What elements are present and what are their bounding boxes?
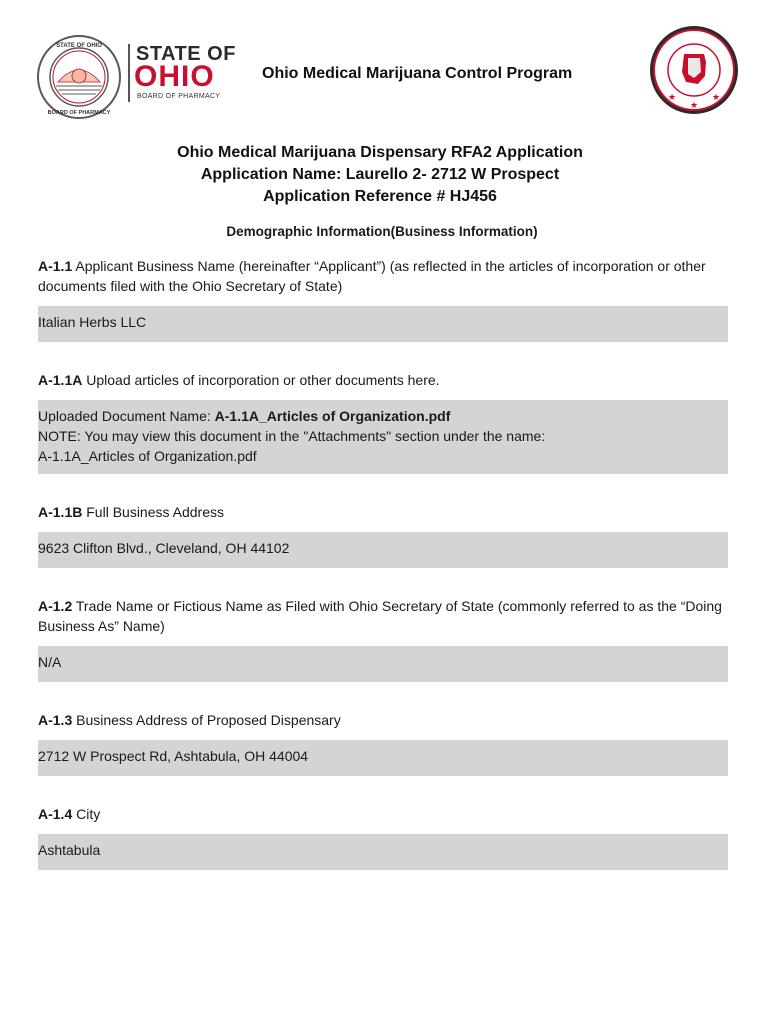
answer-text: Italian Herbs LLC [38, 314, 147, 330]
answer-text: Ashtabula [38, 842, 101, 858]
question-id: A-1.1A [38, 372, 83, 388]
svg-text:★: ★ [690, 100, 699, 110]
question-label: Upload articles of incorporation or other documents here. [86, 372, 440, 388]
question-a-1-1 [38, 256, 728, 296]
application-reference: Application Reference # HJ456 [263, 188, 497, 205]
svg-text:★: ★ [668, 92, 677, 102]
question-a-1-1b [38, 502, 728, 522]
logo-state-of: STATE OF [136, 43, 236, 65]
attachment-note-file: A-1.1A_Articles of Organization.pdf [38, 448, 257, 464]
question-label: Business Address of Proposed Dispensary [76, 712, 341, 728]
question-a-1-1a [38, 370, 728, 390]
application-name: Application Name: Laurello 2- 2712 W Prospect [200, 166, 560, 183]
answer-a-1-1 [38, 306, 728, 342]
answer-a-1-1b [38, 532, 728, 568]
answer-a-1-4 [38, 834, 728, 870]
answer-a-1-1a [38, 400, 728, 474]
ommcp-seal-icon [648, 24, 740, 116]
answer-a-1-2 [38, 646, 728, 682]
answer-a-1-3 [38, 740, 728, 776]
question-id: A-1.4 [38, 806, 73, 822]
question-label: Applicant Business Name (hereinafter “Applicant”) (as reflected in the articles of incorporation or other documents filed with the Ohio Secretary of State) [38, 258, 706, 294]
svg-text:★: ★ [712, 92, 721, 102]
question-id: A-1.1B [38, 504, 83, 520]
attachment-note: NOTE: You may view this document in the "Attachments" section under the name: [38, 428, 546, 444]
answer-text: 2712 W Prospect Rd, Ashtabula, OH 44004 [38, 748, 309, 764]
page-header [0, 0, 770, 130]
question-id: A-1.1 [38, 258, 73, 274]
question-a-1-2 [38, 596, 728, 636]
question-label: Full Business Address [86, 504, 224, 520]
question-id: A-1.3 [38, 712, 73, 728]
svg-text:BOARD OF PHARMACY: BOARD OF PHARMACY [47, 110, 111, 116]
question-label: Trade Name or Fictious Name as Filed with Ohio Secretary of State (commonly referred to as the “Doing Business As” Name) [38, 598, 722, 634]
logo-divider [128, 44, 130, 102]
answer-text: N/A [38, 654, 62, 670]
ohio-pharmacy-seal-icon [36, 34, 122, 120]
logo-board-of-pharmacy: BOARD OF PHARMACY [137, 93, 221, 100]
document-title: Ohio Medical Marijuana Dispensary RFA2 Application [177, 144, 583, 161]
uploaded-document-prefix: Uploaded Document Name: [38, 408, 215, 424]
answer-text: 9623 Clifton Blvd., Cleveland, OH 44102 [38, 540, 290, 556]
document-titles [0, 142, 760, 208]
uploaded-document-link[interactable]: A-1.1A_Articles of Organization.pdf [214, 408, 451, 424]
svg-text:STATE OF OHIO: STATE OF OHIO [56, 43, 102, 49]
question-id: A-1.2 [38, 598, 73, 614]
program-title: Ohio Medical Marijuana Control Program [262, 65, 573, 82]
section-heading: Demographic Information(Business Information) [226, 224, 538, 239]
logo-ohio: OHIO [134, 60, 215, 93]
question-a-1-4 [38, 804, 728, 824]
question-label: City [76, 806, 101, 822]
uploaded-document-line [38, 400, 728, 426]
question-a-1-3 [38, 710, 728, 730]
